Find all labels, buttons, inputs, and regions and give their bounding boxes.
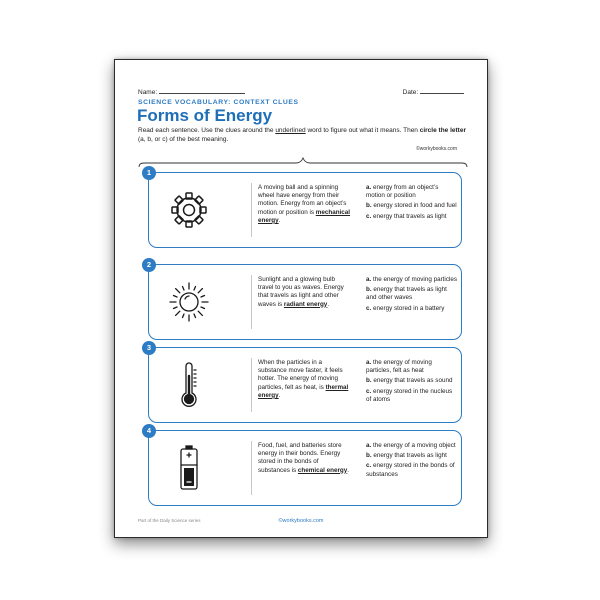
sentence-text: When the particles in a substance move faster, it feels hotter. The energy of moving particles, felt as heat, is bbox=[258, 359, 343, 391]
vocab-term: radiant energy bbox=[283, 300, 328, 308]
sentence-text: A moving ball and a spinning wheel have energy from their motion. Energy from an object’s motion or position is bbox=[258, 184, 347, 216]
option-c[interactable] bbox=[366, 462, 458, 478]
credit: ©workybooks.com bbox=[416, 146, 457, 152]
question-sentence bbox=[258, 276, 352, 309]
option-text: energy that travels as light bbox=[371, 452, 447, 460]
question-card-2 bbox=[146, 260, 462, 340]
question-sentence bbox=[258, 184, 352, 225]
option-a[interactable] bbox=[366, 359, 458, 375]
option-text: the energy of moving particles, felt as heat bbox=[366, 359, 432, 375]
question-sentence bbox=[258, 359, 352, 400]
option-text: energy stored in a battery bbox=[371, 304, 445, 312]
kicker: SCIENCE VOCABULARY: CONTEXT CLUES bbox=[138, 99, 299, 106]
option-letter: c. bbox=[366, 212, 372, 220]
option-a[interactable] bbox=[366, 276, 458, 284]
card-divider bbox=[251, 358, 252, 412]
option-letter: a. bbox=[366, 276, 372, 283]
option-text: energy that travels as light bbox=[371, 212, 447, 220]
answer-options bbox=[366, 276, 458, 315]
brace-divider bbox=[138, 157, 468, 169]
option-b[interactable] bbox=[366, 377, 458, 385]
answer-options bbox=[366, 442, 458, 481]
option-a[interactable] bbox=[366, 442, 458, 450]
question-number: 4 bbox=[142, 424, 156, 438]
battery-icon bbox=[159, 441, 219, 495]
option-a[interactable] bbox=[366, 184, 458, 200]
option-b[interactable] bbox=[366, 452, 458, 460]
sentence-text: Food, fuel, and batteries store energy in their bonds. Energy stored in the bonds of substances is bbox=[258, 442, 342, 474]
gear-icon bbox=[159, 183, 219, 237]
option-letter: a. bbox=[366, 184, 372, 191]
option-c[interactable] bbox=[366, 213, 458, 221]
option-letter: b. bbox=[366, 377, 372, 385]
option-b[interactable] bbox=[366, 286, 458, 302]
question-card-1 bbox=[146, 168, 462, 248]
sentence-end: . bbox=[278, 216, 281, 224]
thermometer-icon bbox=[159, 358, 219, 412]
option-c[interactable] bbox=[366, 305, 458, 313]
option-letter: b. bbox=[366, 286, 372, 294]
option-text: energy that travels as sound bbox=[371, 377, 453, 385]
date-field bbox=[403, 88, 464, 96]
question-number: 2 bbox=[142, 258, 156, 272]
option-b[interactable] bbox=[366, 202, 458, 210]
intro-bold: circle the letter bbox=[419, 127, 466, 134]
option-letter: b. bbox=[366, 202, 372, 210]
sentence-text: Sunlight and a glowing bulb travel to you as waves. Energy that travels as light and other waves is bbox=[258, 276, 344, 308]
question-card-3 bbox=[146, 343, 462, 423]
footer-site[interactable]: ©workybooks.com bbox=[278, 518, 324, 524]
instructions bbox=[138, 127, 468, 144]
question-sentence bbox=[258, 442, 352, 475]
option-text: energy stored in food and fuel bbox=[371, 202, 457, 210]
question-card-4 bbox=[146, 426, 462, 506]
option-text: energy from an object’s motion or position bbox=[366, 184, 439, 200]
option-text: energy stored in the bonds of substances bbox=[366, 462, 455, 478]
option-text: energy stored in the nucleus of atoms bbox=[366, 387, 453, 403]
name-line bbox=[159, 88, 245, 94]
name-label: Name: bbox=[138, 89, 158, 96]
option-letter: c. bbox=[366, 304, 372, 312]
question-number: 3 bbox=[142, 341, 156, 355]
intro-part3: (a, b, or c) of the best meaning. bbox=[138, 135, 229, 143]
vocab-term: mechanical energy bbox=[258, 208, 351, 224]
footer-series: Part of the Daily Science series bbox=[138, 518, 201, 523]
card-divider bbox=[251, 183, 252, 237]
sun-icon bbox=[159, 275, 219, 329]
answer-options bbox=[366, 184, 458, 223]
option-letter: c. bbox=[366, 462, 372, 470]
worksheet-page bbox=[114, 59, 488, 538]
sentence-end: . bbox=[278, 391, 281, 399]
sentence-end: . bbox=[347, 466, 350, 474]
option-letter: a. bbox=[366, 442, 372, 449]
question-number: 1 bbox=[142, 166, 156, 180]
intro-underlined: underlined bbox=[275, 127, 306, 134]
vocab-term: thermal energy bbox=[258, 383, 349, 399]
answer-options bbox=[366, 359, 458, 406]
option-text: the energy of a moving object bbox=[371, 442, 456, 449]
option-text: the energy of moving particles bbox=[371, 276, 458, 283]
header-row bbox=[138, 88, 464, 98]
option-c[interactable] bbox=[366, 388, 458, 404]
vocab-term: chemical energy bbox=[297, 466, 348, 474]
intro-part1: Read each sentence. Use the clues around the bbox=[138, 127, 276, 134]
date-label: Date: bbox=[402, 89, 419, 96]
option-letter: a. bbox=[366, 359, 372, 366]
intro-part2: word to figure out what it means. Then bbox=[305, 127, 420, 134]
option-letter: c. bbox=[366, 387, 372, 395]
card-divider bbox=[251, 441, 252, 495]
page-title: Forms of Energy bbox=[137, 106, 273, 125]
option-text: energy that travels as light and other waves bbox=[366, 286, 447, 302]
sentence-end: . bbox=[327, 300, 330, 308]
option-letter: b. bbox=[366, 452, 372, 460]
date-line bbox=[420, 88, 464, 94]
name-field bbox=[138, 88, 245, 96]
card-divider bbox=[251, 275, 252, 329]
